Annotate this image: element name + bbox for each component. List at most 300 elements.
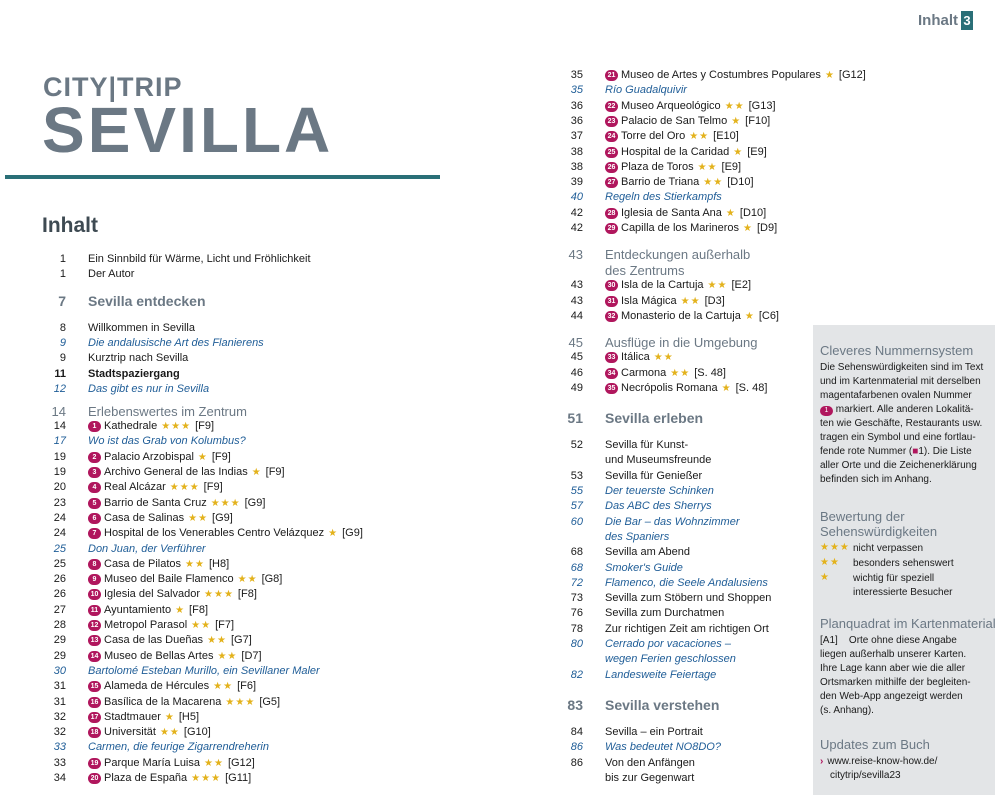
star-rating-icon: ★★ (670, 367, 691, 379)
toc-entry-title: Kathedrale (104, 420, 158, 433)
toc-page-number: 33 (53, 756, 66, 769)
star-rating-icon: ★ (164, 711, 175, 723)
map-grid-reference: [G12] (838, 69, 866, 81)
toc-entry-content (88, 367, 180, 382)
toc-page-number: 29 (53, 634, 66, 647)
updates-link-text-1[interactable]: www.reise-know-how.de/ (827, 756, 938, 767)
book-title: SEVILLA (42, 94, 334, 166)
toc-page-number: 24 (53, 527, 66, 540)
star-rating-icon: ★★ (213, 681, 234, 693)
two-stars-icon: ★★ (820, 557, 840, 568)
one-star-label-2: interessierte Besucher (853, 587, 953, 598)
toc-page-number: 42 (570, 206, 583, 219)
toc-entry-title: Itálica (621, 351, 650, 364)
toc-page-number: 20 (53, 481, 66, 494)
toc-entry-title: Real Alcázar (104, 481, 166, 494)
toc-page-number: 33 (53, 741, 66, 754)
toc-entry-content (605, 453, 711, 468)
toc-entry-title: Landesweite Feiertage (605, 668, 717, 681)
toc-entry-content (605, 515, 740, 530)
toc-page-number: 27 (53, 603, 66, 616)
toc-entry-content (88, 351, 188, 366)
sight-number-badge: 14 (88, 651, 101, 662)
numbering-line-4 (820, 403, 974, 417)
toc-entry-title: Willkommen in Sevilla (88, 321, 195, 334)
toc-entry-content (88, 756, 255, 771)
rating-title-2: Sehenswürdigkeiten (820, 524, 938, 539)
grid-line-6: (s. Anhang). (820, 705, 874, 716)
sight-number-badge: 30 (605, 280, 618, 291)
toc-page-number: 32 (53, 710, 66, 723)
map-grid-reference: [D10] (727, 176, 754, 189)
sight-number-badge: 16 (88, 697, 101, 708)
toc-entry-title: Was bedeutet NO8DO? (605, 741, 721, 754)
toc-page-number: 36 (570, 114, 583, 127)
map-grid-reference: [F8] (237, 588, 257, 601)
number-marker-sample: 1 (820, 406, 833, 416)
toc-page-number: 26 (53, 573, 66, 586)
toc-entry-content (605, 221, 777, 236)
toc-page-number: 43 (568, 247, 583, 263)
toc-entry-title: Ein Sinnbild für Wärme, Licht und Fröhlichkeit (88, 253, 311, 265)
toc-page-number: 78 (570, 622, 583, 635)
toc-entry-title: Casa de Salinas (104, 511, 185, 524)
toc-page-number: 43 (570, 294, 583, 307)
numbering-line-7-end: ). Die Liste (923, 446, 972, 457)
toc-entry-content (88, 740, 269, 755)
toc-page-number: 25 (53, 542, 66, 555)
toc-entry-content (88, 465, 285, 480)
toc-entry-content (88, 587, 257, 602)
sight-number-badge: 26 (605, 162, 618, 173)
star-rating-icon: ★★ (653, 352, 674, 364)
toc-entry-title: Kurztrip nach Sevilla (88, 352, 189, 365)
toc-entry-title: Isla de la Cartuja (621, 279, 704, 292)
toc-page-number: 38 (570, 145, 583, 158)
sight-number-badge: 6 (88, 513, 101, 524)
toc-entry-title: Museo del Baile Flamenco (104, 573, 234, 586)
toc-entry-title: Archivo General de las Indias (104, 466, 248, 478)
toc-page-number: 86 (570, 756, 583, 769)
toc-entry-content (605, 695, 719, 715)
updates-link-line-1[interactable] (820, 755, 937, 769)
toc-page-number: 31 (53, 680, 66, 693)
star-rating-icon: ★★★ (169, 482, 200, 494)
toc-entry-title: Regeln des Stierkampfs (605, 191, 722, 204)
map-grid-reference: [S. 48] (735, 381, 768, 394)
toc-page-number: 25 (53, 557, 66, 570)
star-rating-icon: ★★ (707, 280, 728, 292)
toc-entry-content (88, 679, 256, 694)
map-grid-reference: [G5] (259, 695, 281, 708)
sight-number-badge: 29 (605, 223, 618, 234)
star-rating-icon: ★ (721, 382, 732, 394)
toc-entry-title: Museo de Bellas Artes (104, 649, 214, 662)
toc-page-number: 35 (570, 84, 583, 97)
toc-entry-title: Palacio de San Telmo (621, 114, 728, 127)
sight-number-badge: 20 (88, 773, 101, 784)
grid-code-sample: [A1] (820, 635, 838, 646)
toc-entry-title: Zur richtigen Zeit am richtigen Ort (605, 622, 769, 635)
toc-entry-content (88, 603, 208, 618)
toc-page-number: 32 (53, 726, 66, 739)
star-rating-icon: ★ (251, 467, 262, 478)
toc-entry-title: Hospital de los Venerables Centro Velázquez (104, 527, 325, 540)
toc-entry-title: und Museumsfreunde (605, 454, 712, 467)
toc-entry-content (605, 246, 750, 263)
toc-entry-content (88, 572, 282, 587)
map-grid-reference: [G9] (342, 527, 363, 540)
sight-number-badge: 28 (605, 208, 618, 219)
sight-number-badge: 12 (88, 620, 101, 631)
map-grid-reference: [G13] (748, 99, 776, 112)
toc-page-number: 55 (570, 485, 583, 497)
toc-entry-content (88, 557, 229, 572)
numbering-line-7-text: fende rote Nummer ( (820, 446, 913, 457)
toc-entry-title: Sevilla zum Stöbern und Shoppen (605, 592, 772, 605)
sight-number-badge: 1 (88, 421, 101, 432)
sight-number-badge: 23 (605, 116, 618, 127)
toc-entry-content (605, 756, 695, 771)
legend-infobox (813, 325, 995, 795)
map-grid-reference: [G10] (183, 726, 211, 739)
toc-entry-content (605, 350, 674, 365)
sight-number-badge: 35 (605, 383, 618, 394)
toc-entry-title: Bartolomé Esteban Murillo, ein Sevillaner Maler (88, 664, 320, 677)
sight-number-badge: 27 (605, 177, 618, 188)
toc-page-number: 60 (570, 515, 583, 528)
toc-entry-title: Basílica de la Macarena (104, 695, 222, 708)
toc-entry-content (88, 382, 209, 397)
star-rating-icon: ★★ (191, 620, 212, 631)
toc-entry-title: Isla Mágica (621, 294, 677, 307)
map-grid-reference: [S. 48] (694, 366, 726, 379)
toc-entry-content (605, 99, 776, 114)
toc-entry-title: Sevilla am Abend (605, 546, 690, 559)
toc-entry-content (605, 484, 714, 499)
toc-entry-content (605, 740, 721, 755)
toc-page-number: 40 (570, 191, 583, 204)
map-grid-reference: [F9] (265, 466, 285, 478)
map-grid-reference: [F7] (215, 619, 235, 631)
toc-entry-content (605, 190, 722, 205)
grid-title: Planquadrat im Kartenmaterial (820, 616, 996, 631)
toc-entry-title: Universität (104, 726, 156, 739)
series-logo: CITY|TRIP (43, 72, 183, 102)
star-rating-icon: ★★★ (161, 421, 192, 433)
sight-number-badge: 24 (605, 131, 618, 142)
toc-entry-title: Das ABC des Sherrys (605, 500, 712, 513)
sight-number-badge: 22 (605, 101, 618, 112)
toc-entry-title: Hospital de la Caridad (621, 145, 730, 158)
sight-number-badge: 13 (88, 635, 101, 646)
toc-entry-content (605, 262, 684, 279)
toc-entry-title: Der teuerste Schinken (605, 485, 714, 497)
star-rating-icon: ★★ (697, 161, 718, 173)
two-stars-label: besonders sehenswert (853, 558, 954, 569)
updates-link-line-2[interactable]: citytrip/sevilla23 (830, 770, 901, 781)
map-grid-reference: [H8] (208, 557, 230, 570)
toc-entry-content (605, 278, 751, 293)
toc-entry-title: Río Guadalquivir (605, 84, 687, 97)
toc-entry-content (88, 542, 206, 557)
toc-entry-title: Museo de Artes y Costumbres Populares (621, 69, 821, 81)
running-header-label: Inhalt (918, 12, 958, 29)
star-rating-icon: ★★ (680, 295, 701, 307)
map-grid-reference: [F9] (211, 450, 231, 463)
numbering-title: Cleveres Nummernsystem (820, 343, 974, 358)
toc-entry-content (605, 175, 754, 190)
toc-entry-title: Parque María Luisa (104, 756, 200, 769)
map-grid-reference: [D9] (756, 222, 778, 234)
toc-entry-title: Sevilla – ein Portrait (605, 725, 703, 738)
sight-number-badge: 21 (605, 70, 618, 81)
sight-number-badge: 34 (605, 368, 618, 379)
toc-entry-title: Casa de Pilatos (104, 557, 182, 570)
grid-line-2: liegen außerhalb unserer Karten. (820, 649, 967, 660)
toc-entry-title: Erlebenswertes im Zentrum (88, 404, 247, 420)
toc-entry-content (605, 334, 758, 351)
toc-entry-title: Ausflüge in die Umgebung (605, 335, 758, 351)
toc-entry-content (88, 710, 199, 725)
toc-entry-title: Don Juan, der Verführer (88, 542, 206, 555)
toc-entry-title: Die Bar – das Wohnzimmer (605, 515, 740, 528)
map-grid-reference: [C6] (758, 309, 779, 322)
star-rating-icon: ★ (197, 451, 208, 463)
toc-entry-title: Necrópolis Romana (621, 381, 718, 394)
toc-entry-content (605, 561, 683, 576)
star-rating-icon: ★★ (703, 177, 724, 189)
grid-line-3: Ihre Lage kann aber wie die aller (820, 663, 966, 674)
toc-page-number: 23 (53, 496, 66, 509)
map-grid-reference: [E2] (731, 279, 752, 292)
toc-entry-title: des Zentrums (605, 263, 685, 279)
toc-entry-title: Cerrado por vacaciones – (605, 638, 731, 650)
toc-entry-content (88, 771, 251, 786)
toc-entry-content (605, 381, 767, 396)
toc-entry-content (605, 160, 741, 175)
star-rating-icon: ★★ (237, 574, 258, 586)
toc-page-number: 19 (53, 450, 66, 463)
toc-page-number: 45 (568, 335, 583, 351)
toc-entry-content (88, 321, 195, 336)
star-rating-icon: ★ (744, 310, 755, 322)
toc-page-number: 72 (570, 576, 583, 589)
toc-entry-content (88, 403, 247, 420)
map-grid-reference: [G7] (231, 634, 252, 647)
toc-entry-title: Barrio de Santa Cruz (104, 496, 207, 509)
toc-page-number: 82 (570, 668, 583, 681)
toc-page-number: 86 (570, 741, 583, 754)
sight-number-badge: 5 (88, 498, 101, 509)
map-grid-reference: [F8] (189, 603, 208, 616)
toc-entry-content (605, 438, 688, 453)
star-rating-icon: ★ (743, 223, 753, 234)
star-rating-icon: ★ (725, 207, 736, 219)
toc-entry-content (605, 408, 703, 428)
toc-page-number: 1 (59, 253, 66, 265)
star-rating-icon: ★★ (159, 727, 180, 739)
three-stars-label: nicht verpassen (853, 543, 924, 554)
toc-page-number: 30 (53, 664, 66, 677)
toc-entry-content (605, 145, 767, 160)
map-grid-reference: [F10] (745, 114, 771, 127)
toc-page-number: 73 (570, 592, 583, 605)
toc-entry-title: Die andalusische Art des Flanierens (88, 336, 264, 349)
sight-number-badge: 2 (88, 452, 101, 463)
map-grid-reference: [D3] (704, 294, 725, 307)
grid-line-5: den Web-App angezeigt werden (820, 691, 963, 702)
toc-entry-title: Torre del Oro (621, 130, 686, 143)
toc-entry-title: Iglesia de Santa Ana (621, 206, 722, 219)
toc-entry-content (88, 267, 134, 282)
sight-number-badge: 4 (88, 482, 101, 493)
toc-entry-title: Sevilla erleben (605, 410, 704, 427)
grid-line-4: Ortsmarken mithilfe der begleiten- (820, 677, 971, 688)
toc-entry-content (605, 771, 694, 786)
star-rating-icon: ★ (175, 604, 186, 616)
toc-entry-content (88, 633, 252, 648)
toc-entry-content (88, 336, 264, 351)
toc-page-number: 35 (570, 69, 583, 81)
toc-page-number: 1 (59, 268, 66, 281)
toc-entry-title: Entdeckungen außerhalb (605, 247, 751, 263)
toc-entry-title: Metropol Parasol (104, 619, 188, 631)
toc-page-number: 84 (570, 725, 583, 738)
toc-entry-content (605, 206, 766, 221)
toc-page-number: 36 (570, 99, 583, 112)
numbering-line-8: aller Orte und die Zeichenerklärung (820, 460, 977, 471)
toc-entry-content (605, 366, 726, 381)
map-grid-reference: [E9] (747, 145, 767, 158)
toc-heading: Inhalt (42, 214, 98, 237)
star-rating-icon: ★★★ (191, 773, 222, 784)
star-rating-icon: ★ (328, 528, 339, 540)
toc-entry-content (605, 637, 731, 652)
map-grid-reference: [F9] (203, 481, 223, 494)
numbering-line-7-ref: 1 (918, 446, 924, 457)
sight-number-badge: 31 (605, 296, 618, 307)
toc-entry-title: Sevilla für Genießer (605, 469, 703, 482)
updates-title: Updates zum Buch (820, 737, 930, 752)
toc-page-number: 31 (53, 695, 66, 708)
map-grid-reference: [G8] (261, 573, 283, 586)
toc-entry-content (605, 309, 779, 324)
chevron-right-icon: › (820, 756, 824, 767)
toc-entry-title: Casa de las Dueñas (104, 634, 204, 647)
toc-page-number: 57 (570, 500, 583, 513)
toc-entry-content (605, 499, 712, 514)
map-grid-reference: [D10] (739, 206, 767, 219)
toc-page-number: 46 (570, 366, 583, 379)
toc-page-number: 9 (59, 352, 66, 365)
toc-page-number: 43 (570, 279, 583, 292)
grid-line-1 (820, 634, 957, 648)
sight-number-badge: 25 (605, 147, 618, 158)
toc-entry-content (605, 68, 866, 83)
numbering-line-4-text: markiert. Alle anderen Lokalitä- (835, 404, 974, 415)
toc-page-number: 68 (570, 561, 583, 574)
toc-entry-title: des Spaniers (605, 530, 670, 543)
numbering-line-5: ten wie Geschäfte, Restaurants usw. (820, 418, 983, 429)
shopping-bag-icon: ■ (912, 446, 919, 457)
star-rating-icon: ★★★ (210, 497, 241, 509)
toc-page-number: 7 (58, 292, 66, 309)
star-rating-icon: ★★ (188, 512, 209, 524)
toc-entry-content (605, 129, 739, 144)
toc-entry-title: Plaza de España (104, 772, 188, 784)
star-rating-icon: ★ (731, 115, 742, 127)
toc-entry-content (605, 83, 687, 98)
toc-page-number: 80 (570, 638, 583, 650)
toc-entry-content (88, 649, 262, 664)
toc-entry-title: Von den Anfängen (605, 756, 695, 769)
map-grid-reference: [F9] (195, 420, 215, 433)
toc-page-number: 45 (570, 351, 583, 364)
toc-entry-title: Museo Arqueológico (621, 99, 721, 112)
sight-number-badge: 8 (88, 559, 101, 570)
star-rating-icon: ★★ (207, 635, 227, 647)
toc-entry-content (605, 545, 690, 560)
numbering-line-6: tragen ein Symbol und eine fortlau- (820, 432, 976, 443)
toc-page-number: 28 (53, 619, 66, 631)
toc-entry-content (605, 576, 768, 591)
toc-entry-content (88, 434, 246, 449)
rating-title-1: Bewertung der (820, 509, 905, 524)
toc-entry-title: Capilla de los Marineros (621, 222, 739, 234)
sight-number-badge: 33 (605, 352, 618, 363)
toc-page-number: 52 (570, 439, 583, 452)
toc-page-number: 26 (53, 588, 66, 601)
sight-number-badge: 18 (88, 727, 101, 738)
toc-page-number: 14 (53, 420, 66, 433)
toc-entry-title: Flamenco, die Seele Andalusiens (605, 576, 768, 589)
toc-page-number: 51 (567, 410, 583, 427)
toc-entry-title: Das gibt es nur in Sevilla (88, 382, 210, 395)
toc-page-number: 49 (570, 381, 583, 394)
toc-entry-title: wegen Ferien geschlossen (605, 653, 736, 666)
toc-page-number: 17 (53, 435, 66, 448)
numbering-line-7 (820, 445, 972, 459)
toc-entry-title: Carmen, die feurige Zigarrendreherin (88, 741, 269, 754)
toc-column-left (40, 252, 440, 800)
toc-entry-content (88, 664, 320, 679)
toc-entry-content (88, 496, 265, 511)
toc-page-number: 9 (59, 336, 66, 349)
toc-entry-title: Stadtspaziergang (88, 367, 180, 380)
toc-page-number: 39 (570, 176, 583, 189)
toc-entry-content (88, 291, 206, 311)
toc-entry-title: Alameda de Hércules (104, 680, 210, 693)
toc-entry-content (605, 591, 771, 606)
toc-entry-content (605, 469, 702, 484)
map-grid-reference: [G9] (212, 511, 233, 524)
toc-entry-title: Palacio Arzobispal (104, 450, 194, 463)
toc-entry-content (605, 294, 725, 309)
numbering-line-1: Die Sehenswürdigkeiten sind im Text (820, 362, 984, 373)
toc-entry-title: Sevilla verstehen (605, 696, 720, 713)
toc-entry-content (605, 668, 716, 683)
sight-number-badge: 3 (88, 467, 101, 478)
toc-entry-title: Ayuntamiento (104, 603, 172, 616)
map-grid-reference: [G12] (227, 756, 255, 769)
one-star-icon: ★ (820, 572, 830, 583)
toc-page-number: 29 (53, 649, 66, 662)
toc-page-number: 68 (570, 546, 583, 559)
sight-number-badge: 19 (88, 758, 101, 769)
sight-number-badge: 10 (88, 589, 101, 600)
toc-entry-title: Sevilla zum Durchatmen (605, 607, 725, 620)
